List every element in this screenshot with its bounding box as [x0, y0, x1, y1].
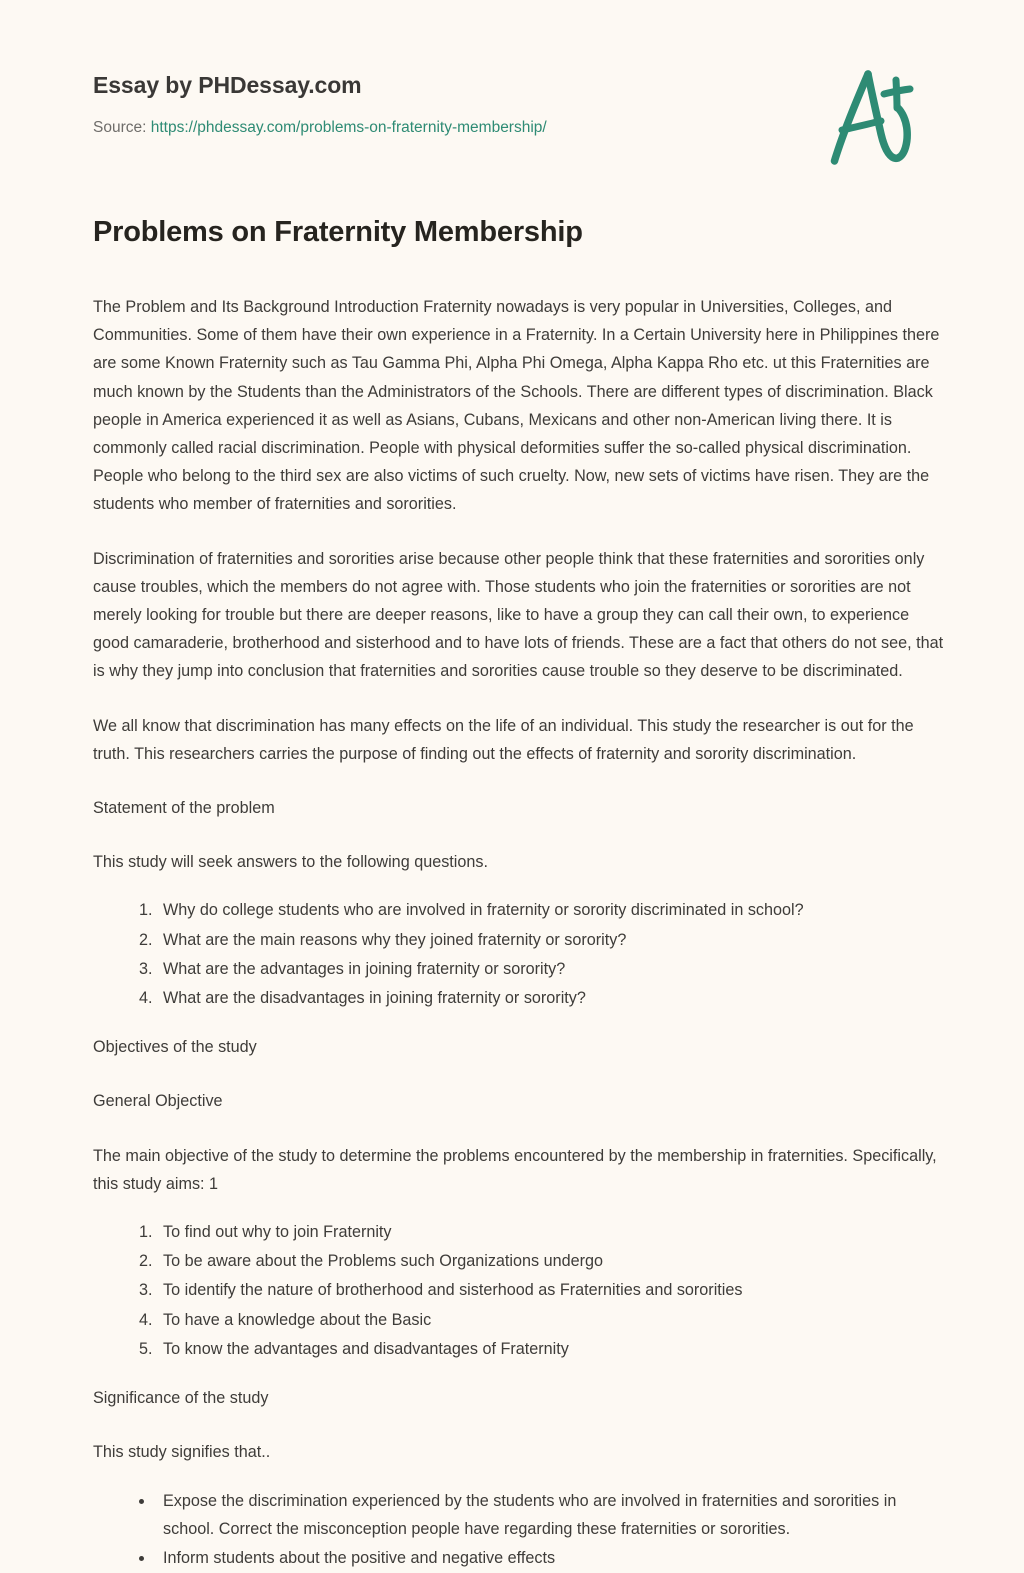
- list-item: 4. What are the disadvantages in joining fraternity or sorority?: [157, 984, 947, 1012]
- list-item: 3. To identify the nature of brotherhood and sisterhood as Fraternities and sororities: [157, 1276, 947, 1304]
- page-title: Problems on Fraternity Membership: [93, 216, 583, 248]
- heading-statement-of-the-problem: Statement of the problem: [93, 799, 275, 818]
- list-item: • Expose the discrimination experienced by the students who are involved in fraternities and sororities in school. Correct the misconception people have regarding these fraternities or sororities.: [155, 1487, 947, 1543]
- spacer: [93, 1116, 947, 1142]
- spacer: [93, 876, 947, 896]
- list-item: 5. To know the advantages and disadvantages of Fraternity: [157, 1335, 947, 1363]
- list-item: 3. What are the advantages in joining fraternity or sorority?: [157, 955, 947, 983]
- paragraph-2: Discrimination of fraternities and sororities arise because other people think that these fraternities and sororities only cause troubles, which the members do not agree with. Those students who join the fraternities or sororities are not merely looking for trouble but there are deeper reasons, like to have a group they can call their own, to experience good camaraderie, brotherhood and sisterhood and to have lots of friends. These are a fact that others do not see, that is why they jump into conclusion that fraternities and sororities cause trouble so they deserve to be discriminated.: [93, 549, 944, 681]
- list-item: 2. What are the main reasons why they joined fraternity or sorority?: [157, 926, 947, 954]
- spacer: [93, 1198, 947, 1218]
- aplus-logo-icon: [812, 58, 924, 170]
- significance-list: [93, 1487, 947, 1573]
- source-url-link[interactable]: https://phdessay.com/problems-on-fraternity-membership/: [150, 119, 547, 136]
- aplus-logo-svg: [812, 58, 924, 170]
- article-body: [93, 213, 947, 1573]
- paragraph-4: This study will seek answers to the following questions.: [93, 853, 488, 872]
- questions-list: [93, 896, 947, 1012]
- source-label: Source:: [93, 119, 147, 136]
- page-header: [0, 0, 1024, 190]
- spacer: [93, 1061, 947, 1087]
- spacer: [93, 822, 947, 848]
- list-item: 1. Why do college students who are involved in fraternity or sorority discriminated in school?: [157, 896, 947, 924]
- spacer: [93, 1013, 947, 1033]
- paragraph-6: This study signifies that..: [93, 1443, 271, 1462]
- spacer: [93, 251, 947, 293]
- spacer: [93, 686, 947, 712]
- heading-general-objective: General Objective: [93, 1092, 223, 1111]
- source-line: [93, 119, 547, 137]
- paragraph-3: We all know that discrimination has many effects on the life of an individual. This study the researcher is out for the truth. This researchers carries the purpose of finding out the effects of fraternity and sorority discrimination.: [93, 716, 914, 763]
- spacer: [93, 1412, 947, 1438]
- heading-significance-of-the-study: Significance of the study: [93, 1389, 269, 1408]
- heading-objectives-of-the-study: Objectives of the study: [93, 1038, 257, 1057]
- spacer: [93, 1467, 947, 1487]
- list-item: 2. To be aware about the Problems such Organizations undergo: [157, 1247, 947, 1275]
- list-item: 4. To have a knowledge about the Basic: [157, 1306, 947, 1334]
- paragraph-5: The main objective of the study to determine the problems encountered by the membership in fraternities. Specifically, this study aims: 1: [93, 1146, 937, 1193]
- paragraph-1: The Problem and Its Background Introduction Fraternity nowadays is very popular in Universities, Colleges, and Communities. Some of them have their own experience in a Fraternity. In a Certain University here in Philippines there are some Known Fraternity such as Tau Gamma Phi, Alpha Phi Omega, Alpha Kappa Rho etc. ut this Fraternities are much known by the Students than the Administrators of the Schools. There are different types of discrimination. Black people in America experienced it as well as Asians, Cubans, Mexicans and other non-American living there. It is commonly called racial discrimination. People with physical deformities suffer the so-called physical discrimination. People who belong to the third sex are also victims of such cruelty. Now, new sets of victims have risen. They are the students who member of fraternities and sororities.: [93, 298, 940, 514]
- objectives-list: [93, 1218, 947, 1363]
- list-item: 1. To find out why to join Fraternity: [157, 1218, 947, 1246]
- spacer: [93, 519, 947, 545]
- brand-title: Essay by PHDessay.com: [93, 72, 362, 98]
- list-item: • Inform students about the positive and negative effects: [155, 1544, 947, 1572]
- spacer: [93, 1364, 947, 1384]
- spacer: [93, 768, 947, 794]
